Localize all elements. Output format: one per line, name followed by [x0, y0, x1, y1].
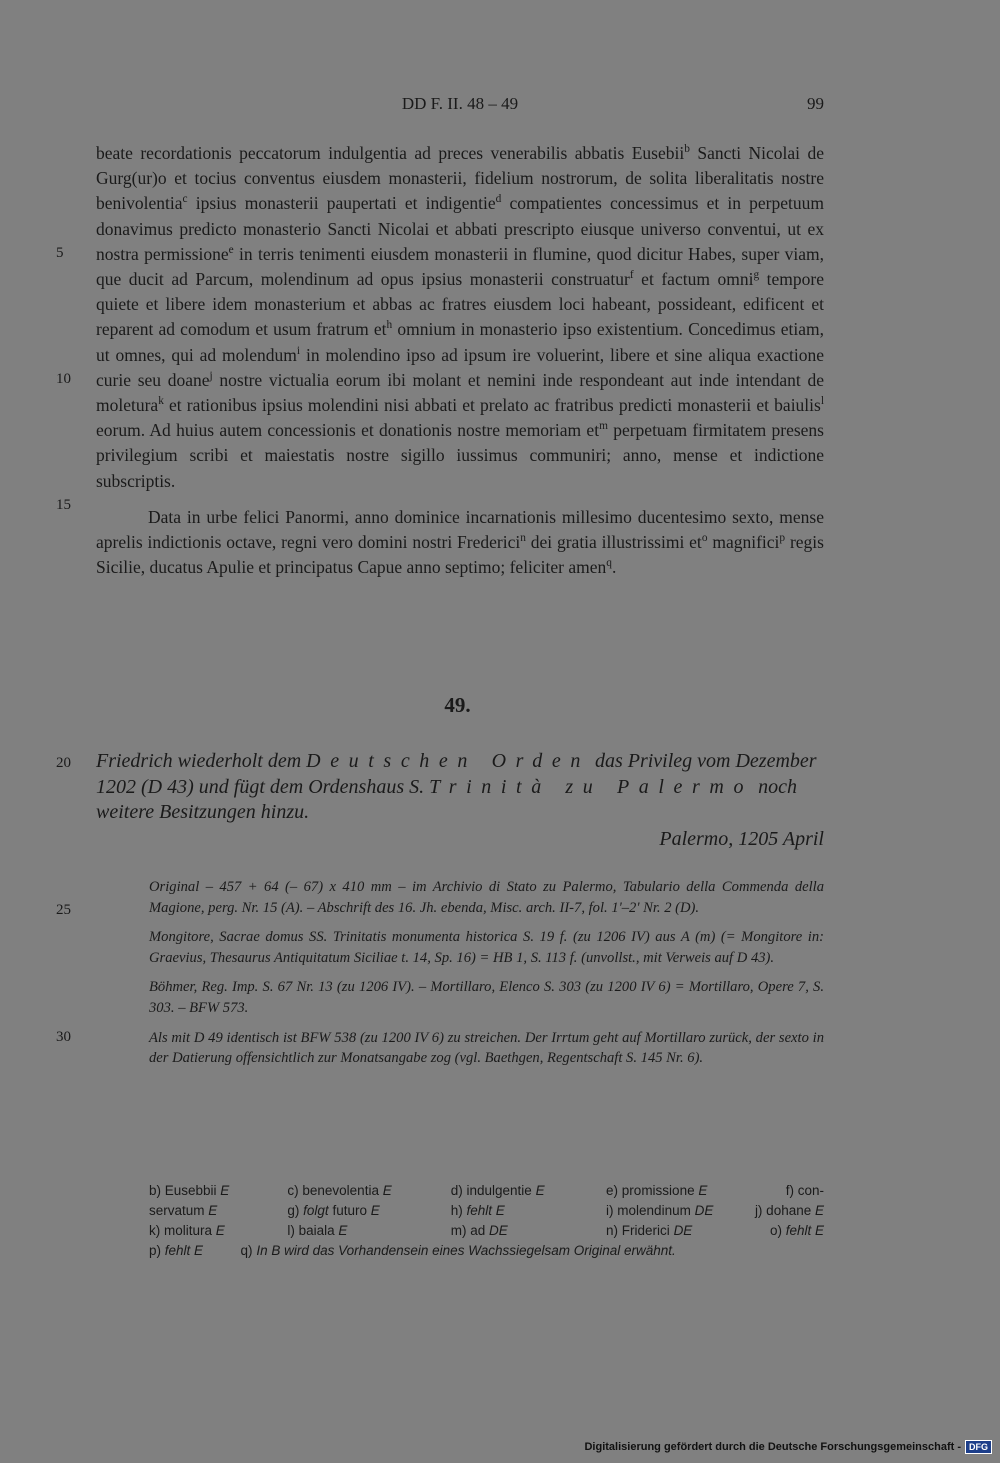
apparatus-row: b) Eusebbii E c) benevolentia E d) indulgentie E e) promissione E f) con-	[149, 1183, 824, 1198]
page-header	[96, 94, 824, 122]
note-paragraph: Böhmer, Reg. Imp. S. 67 Nr. 13 (zu 1206 IV). – Mortillaro, Elenco S. 303 (zu 1200 IV 6) = Mortillaro, Opere 7, S. 303. – BFW 573.	[149, 979, 824, 1016]
place-date: Palermo, 1205 April	[659, 827, 824, 850]
page-number: 99	[807, 94, 824, 113]
preliminary-notes	[149, 877, 824, 1078]
line-number: 5	[56, 245, 64, 261]
note-paragraph: Als mit D 49 identisch ist BFW 538 (zu 1200 IV 6) zu streichen. Der Irrtum geht auf Mortillaro zurück, der sexto in der Datierung offensichtlich zur Monatsangabe zog (vgl. Baethgen, Regentschaft S. 145 Nr. 6).	[149, 1029, 824, 1067]
spaced-name: Trinità zu Palermo	[429, 775, 754, 798]
line-number: 15	[56, 497, 71, 513]
regest-summary: Friedrich wiederholt dem Deutschen Orden das Privileg vom Dezember 1202 (D 43) und fügt dem Ordenshaus S. Trinità zu Palermo noch weitere Besitzungen hinzu.	[96, 750, 817, 823]
apparatus-table	[149, 1181, 824, 1241]
note-paragraph: Mongitore, Sacrae domus SS. Trinitatis monumenta historica S. 19 f. (zu 1206 IV) aus A (m) (= Mongitore in: Graevius, Thesaurus Antiquitatum Siciliae t. 14, Sp. 16) = HB 1, S. 113 f. (unvollst., mit Verweis auf D 43).	[149, 929, 824, 966]
line-number: 20	[56, 755, 71, 771]
line-number: 30	[56, 1029, 71, 1045]
charter-body: beate recordationis peccatorum indulgentia ad preces venerabilis abbatis Eusebii$^b$ Sancti Nicolai de Gurg(ur)o et tocius conventus eiusdem monasterii, fidelium nostrorum, de solita liberalitatis nostre benivolentia$^c$ ipsius monasterii paupertati et indigentie$^d$ compatientes concessimus et in perpetuum donavimus predicto monasterio Sancti Nicolai et abbati prescripto eiusque universo conventui, ut ex nostra permissione$^e$ in terris tenimenti eiusdem monasterii in flumine, quod dicitur Habes, super viam, que ducit ad Parcum, molendinum ad opus ipsius monasterii construatur$^f$ et factum omni$^g$ tempore quiete et libere idem monasterium et abbas ac fratres eiusdem loci habeant, possideant, edificent et reparent ad comodum et usum fratrum $et^h$ omnium in monasterio ipso existentium. Concedimus etiam, ut omnes, qui ad molendum$^i$ in molendino ipso ad ipsum ire voluerint, libere et sine aliqua exactione curie seu doane$^j$ nostre victualia eorum ibi molant et nemini inde respondeant aut inde intendant de moletura$^k$ et rationibus ipsius molendini nisi abbati et prelato ac fratribus predicti monasterii et baiulis$^l$ eorum. Ad huius autem concessionis et donationis nostre memoriam $et^m$ perpetuam firmitatem presens privilegium scribi et maiestatis nostre sigillo iussimus communiri; anno, mense et indictione subscriptis.	[96, 143, 825, 491]
line-number: 10	[56, 371, 71, 387]
critical-apparatus	[149, 1181, 824, 1261]
apparatus-row: k) molitura E l) baiala E m) ad DE n) Friderici DE o) fehlt E	[149, 1223, 824, 1238]
apparatus-last-line: p) fehlt E q) In B wird das Vorhandensein eines Wachssiegelsam Original erwähnt.	[149, 1243, 676, 1258]
dfg-logo: DFG	[965, 1440, 992, 1454]
dating-clause: Data in urbe felici Panormi, anno dominice incarnationis millesimo ducentesimo sexto, mense aprelis indictionis octave, regni vero domini nostri Frederici$^n$ dei gratia illustrissimi $et^o$ magnifici$^p$ regis Sicilie, ducatus Apulie et principatus Capue anno septimo; feliciter amen$^q$.	[96, 506, 824, 578]
footer	[584, 1440, 992, 1454]
document-number: 49.	[444, 693, 471, 717]
spaced-name: Deutschen Orden	[306, 750, 590, 772]
note-paragraph: Original – 457 + 64 (– 67) x 410 mm – im Archivio di Stato zu Palermo, Tabulario della Commenda della Magione, perg. Nr. 15 (A). – Abschrift des 16. Jh. ebenda, Misc. arch. II-7, fol. 1'–2' Nr. 2 (D).	[149, 879, 824, 916]
footer-text: Digitalisierung gefördert durch die Deutsche Forschungsgemeinschaft -	[584, 1441, 961, 1453]
line-number: 25	[56, 902, 71, 918]
header-title: DD F. II. 48 – 49	[401, 94, 519, 113]
regest	[96, 749, 824, 852]
charter-text	[96, 141, 824, 580]
apparatus-row: servatum E g) folgt futuro E h) fehlt E i) molendinum DE j) dohane E	[149, 1203, 824, 1218]
